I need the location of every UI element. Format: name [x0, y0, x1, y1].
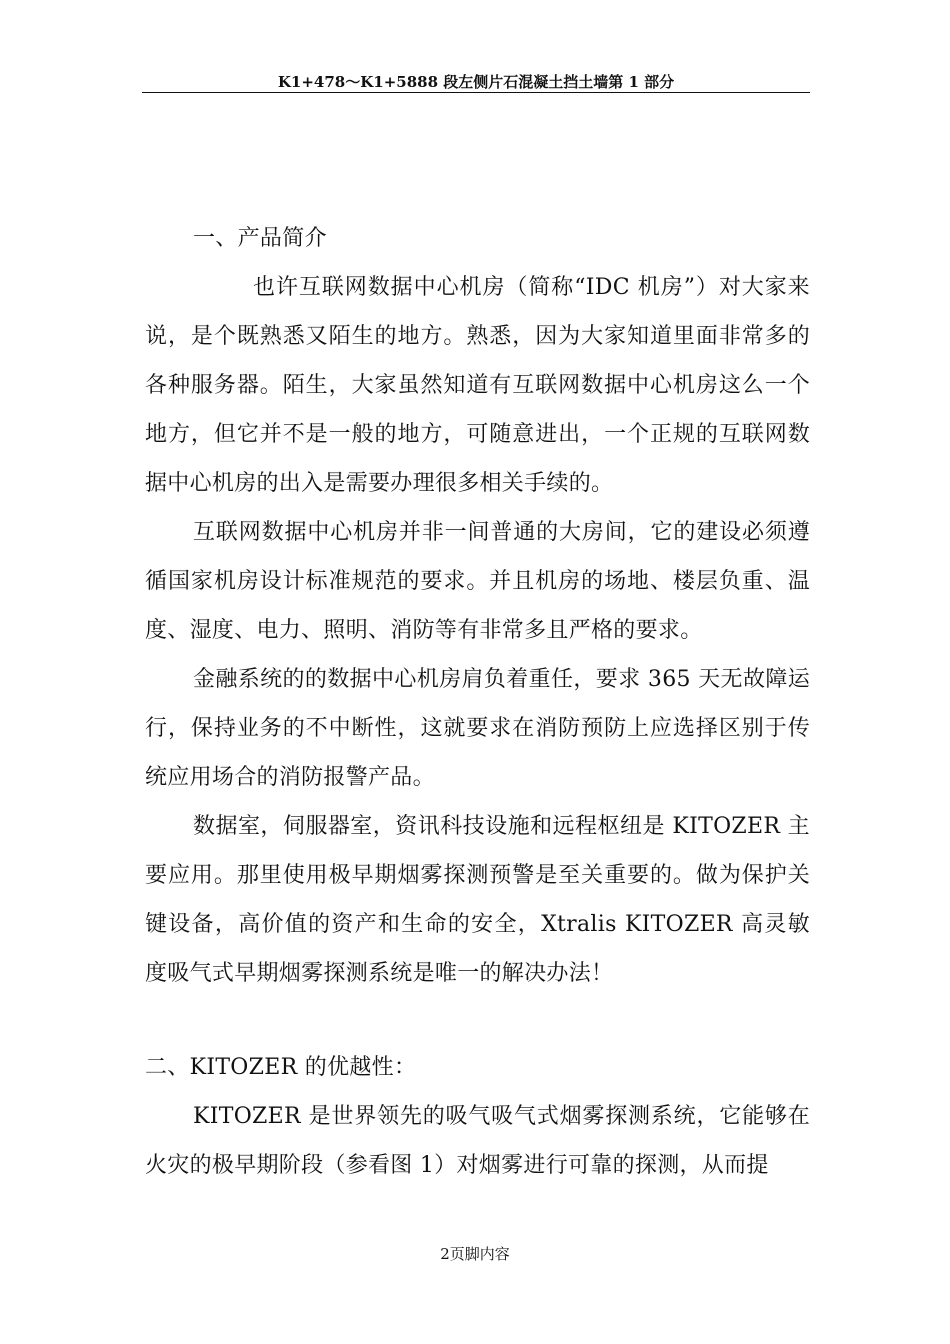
paragraph-kitozer-applications: 数据室，伺服器室，资讯科技设施和远程枢纽是 KITOZER 主要应用。那里使用极早期烟雾探测预警是至关重要的。做为保护关键设备，高价值的资产和生命的安全，Xtralis KITOZER 高灵敏度吸气式早期烟雾探测系统是唯一的解决办法！ [145, 814, 810, 986]
page-footer: 2页脚内容 [440, 1245, 510, 1263]
header-divider [142, 92, 810, 93]
section-heading-advantages: 二、KITOZER 的优越性： [145, 1055, 417, 1080]
section-heading-intro: 一、产品简介 [193, 226, 327, 251]
paragraph-finance-system: 金融系统的的数据中心机房肩负着重任，要求 365 天无故障运行，保持业务的不中断性，这就要求在消防预防上应选择区别于传统应用场合的消防报警产品。 [145, 667, 810, 790]
document-body [145, 214, 810, 1190]
paragraph-idc-intro: 也许互联网数据中心机房（简称“IDC 机房”）对大家来说，是个既熟悉又陌生的地方。熟悉，因为大家知道里面非常多的各种服务器。陌生，大家虽然知道有互联网数据中心机房这么一个地方，但它并不是一般的地方，可随意进出，一个正规的互联网数据中心机房的出入是需要办理很多相关手续的。 [145, 275, 810, 496]
page-header: K1+478～K1+5888 段左侧片石混凝土挡土墙第 1 部分 [277, 73, 675, 91]
paragraph-room-standards: 互联网数据中心机房并非一间普通的大房间，它的建设必须遵循国家机房设计标准规范的要求。并且机房的场地、楼层负重、温度、湿度、电力、照明、消防等有非常多且严格的要求。 [145, 520, 810, 643]
paragraph-kitozer-leading: KITOZER 是世界领先的吸气吸气式烟雾探测系统，它能够在火灾的极早期阶段（参看图 1）对烟雾进行可靠的探测，从而提 [145, 1104, 810, 1178]
